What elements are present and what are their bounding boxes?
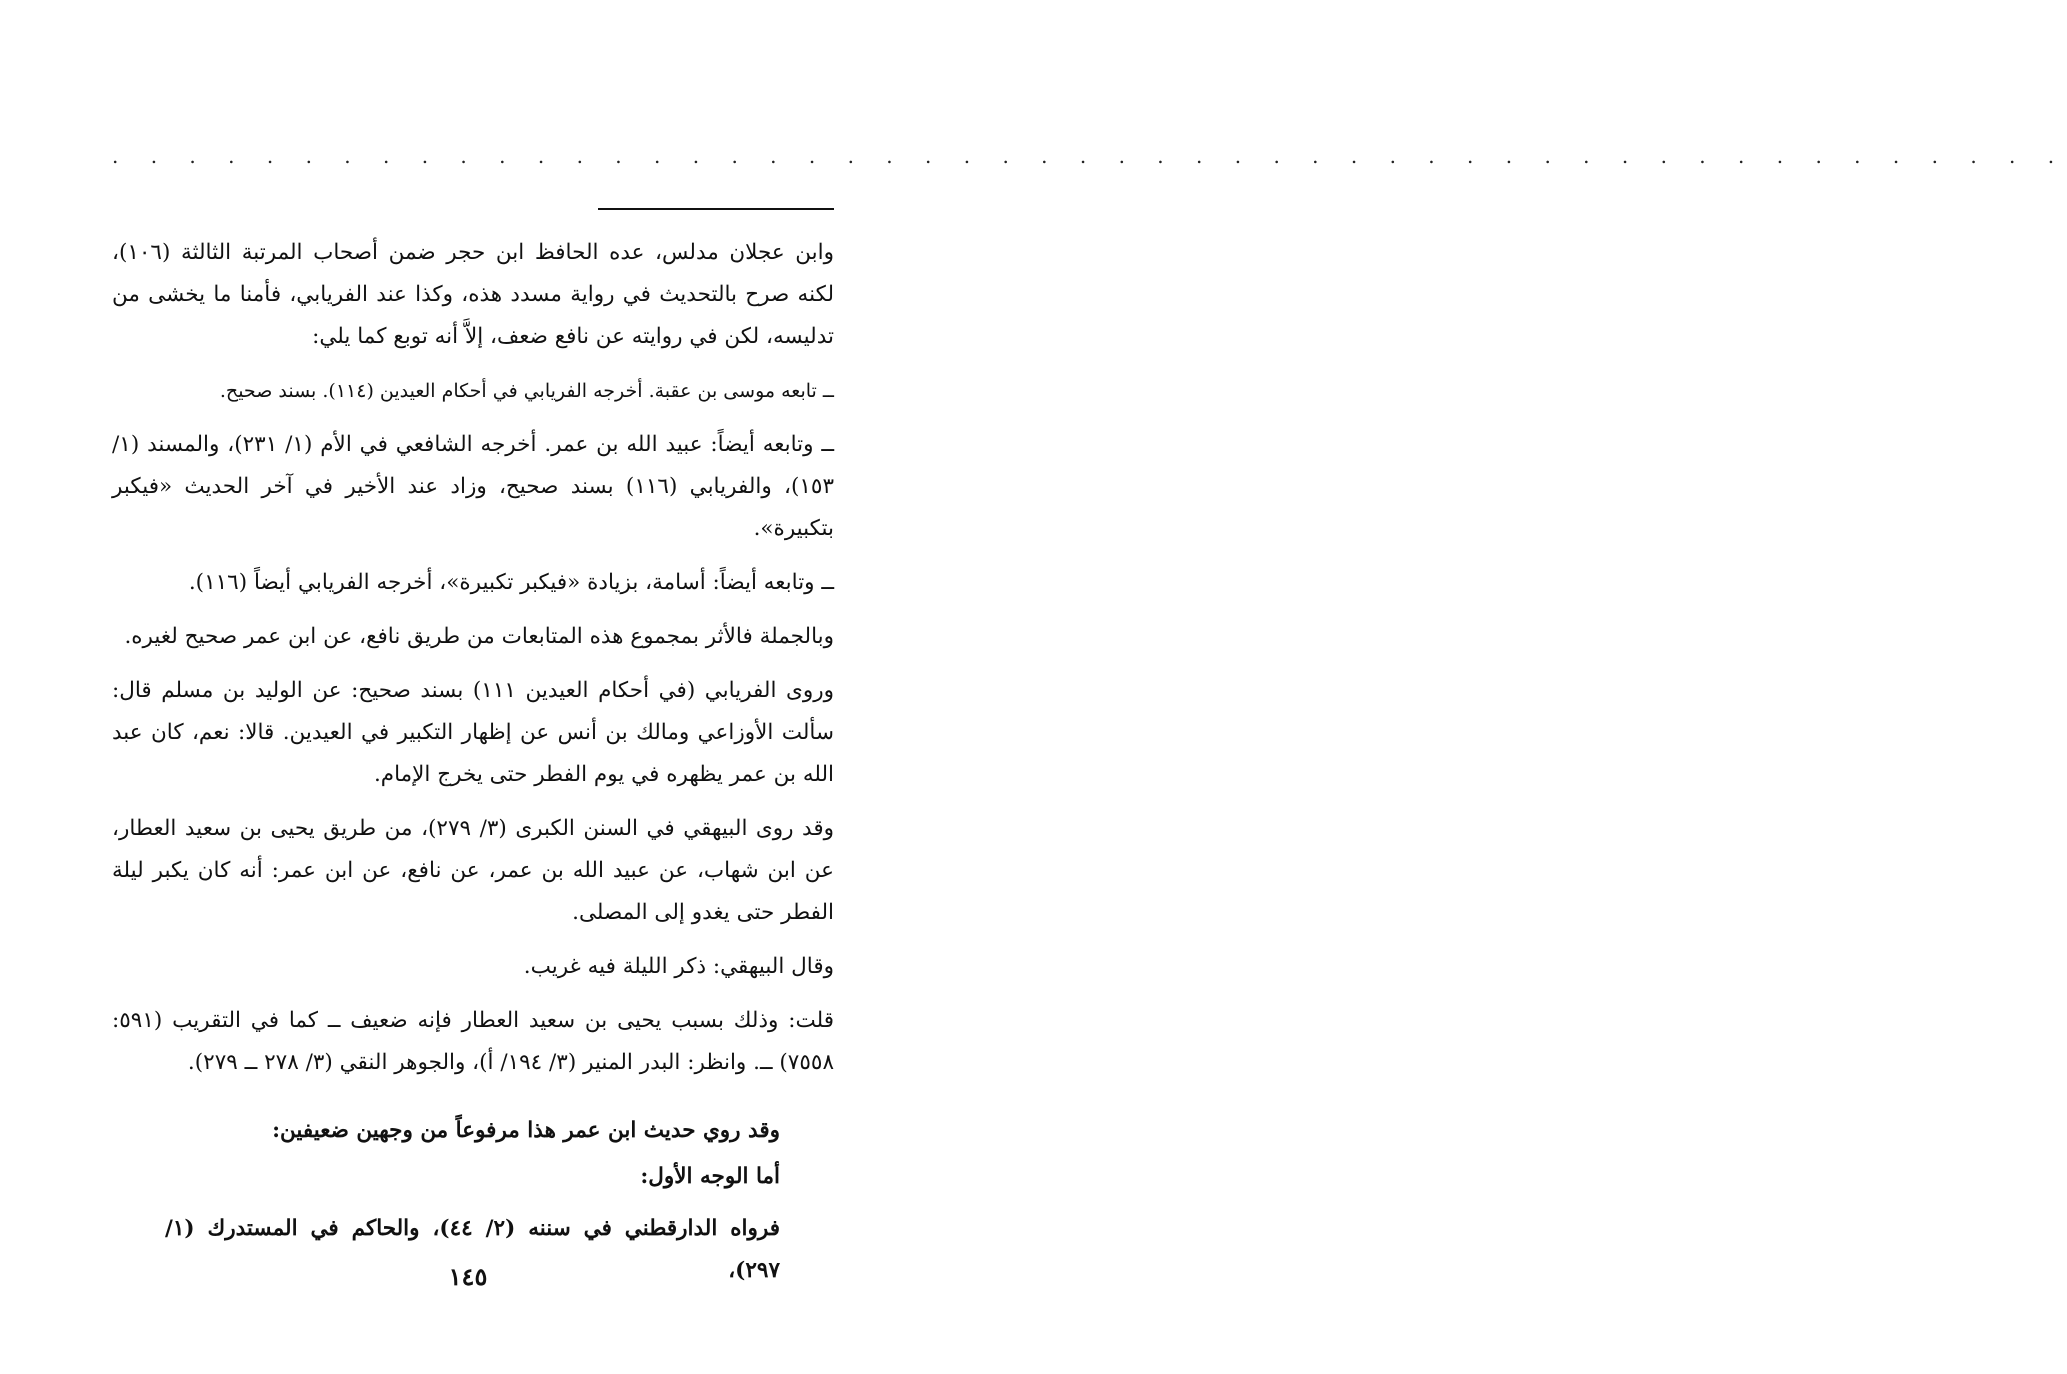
section-intro: وقد روي حديث ابن عمر هذا مرفوعاً من وجهين ضعيفين: — [272, 1118, 780, 1143]
paragraph-ubaidullah: ــ وتابعه أيضاً: عبيد الله بن عمر. أخرجه الشافعي في الأم (١/ ٢٣١)، والمسند (١/ ١٥٣)، والفريابي (١١٦) بسند صحيح، وزاد عند الأخير في آخر الحديث «فيكبر بتكبيرة». — [112, 432, 835, 541]
section-text: فرواه الدارقطني في سننه (٢/ ٤٤)، والحاكم في المستدرك (١/ ٢٩٧)، — [165, 1216, 781, 1283]
paragraph-bayhaqi-comment: وقال البيهقي: ذكر الليلة فيه غريب. — [523, 954, 834, 979]
paragraph-bayhaqi: وقد روى البيهقي في السنن الكبرى (٣/ ٢٧٩)، من طريق يحيى بن سعيد العطار، عن ابن شهاب، عن عبيد الله بن عمر، عن نافع، عن ابن عمر: أنه كان يكبر ليلة الفطر حتى يغدو إلى المصلى. — [112, 816, 834, 925]
paragraph-usama: ــ وتابعه أيضاً: أسامة، بزيادة «فيكبر تكبيرة»، أخرجه الفريابي أيضاً (١١٦). — [188, 570, 834, 595]
paragraph-conclusion: وبالجملة فالأثر بمجموع هذه المتابعات من طريق نافع، عن ابن عمر صحيح لغيره. — [124, 624, 834, 649]
footnote-separator-dots: . . . . . . . . . . . . . . . . . . . . . . . . . . . . . . . . . . . . . . . . . . . . . . . . . . . — [112, 144, 2067, 168]
footnote-rule — [598, 208, 834, 210]
section-heading: أما الوجه الأول: — [640, 1164, 780, 1189]
page-number: ١٤٥ — [448, 1262, 488, 1291]
footnote-text — [112, 232, 834, 1096]
paragraph-faryabi: وروى الفريابي (في أحكام العيدين ١١١) بسند صحيح: عن الوليد بن مسلم قال: سألت الأوزاعي ومالك بن أنس عن إظهار التكبير في العيدين. قالا: نعم، كان عبد الله بن عمر يظهره في يوم الفطر حتى يخرج الإمام. — [112, 678, 834, 787]
paragraph-ibn-ajlan: وابن عجلان مدلس، عده الحافظ ابن حجر ضمن أصحاب المرتبة الثالثة (١٠٦)، لكنه صرح بالتحديث في رواية مسدد هذه، وكذا عند الفريابي، فأمنا ما يخشى من تدليسه، لكن في روايته عن نافع ضعف، إلاَّ أنه توبع كما يلي: — [112, 240, 834, 349]
paragraph-author-note: قلت: وذلك بسبب يحيى بن سعيد العطار فإنه ضعيف ــ كما في التقريب (٥٩١: ٧٥٥٨) ــ. وانظر: البدر المنير (٣/ ١٩٤/ أ)، والجوهر النقي (٣/ ٢٧٨ ــ ٢٧٩). — [112, 1008, 834, 1075]
paragraph-musa-bin-uqba: ــ تابعه موسى بن عقبة. أخرجه الفريابي في أحكام العيدين (١١٤). بسند صحيح. — [219, 380, 834, 402]
